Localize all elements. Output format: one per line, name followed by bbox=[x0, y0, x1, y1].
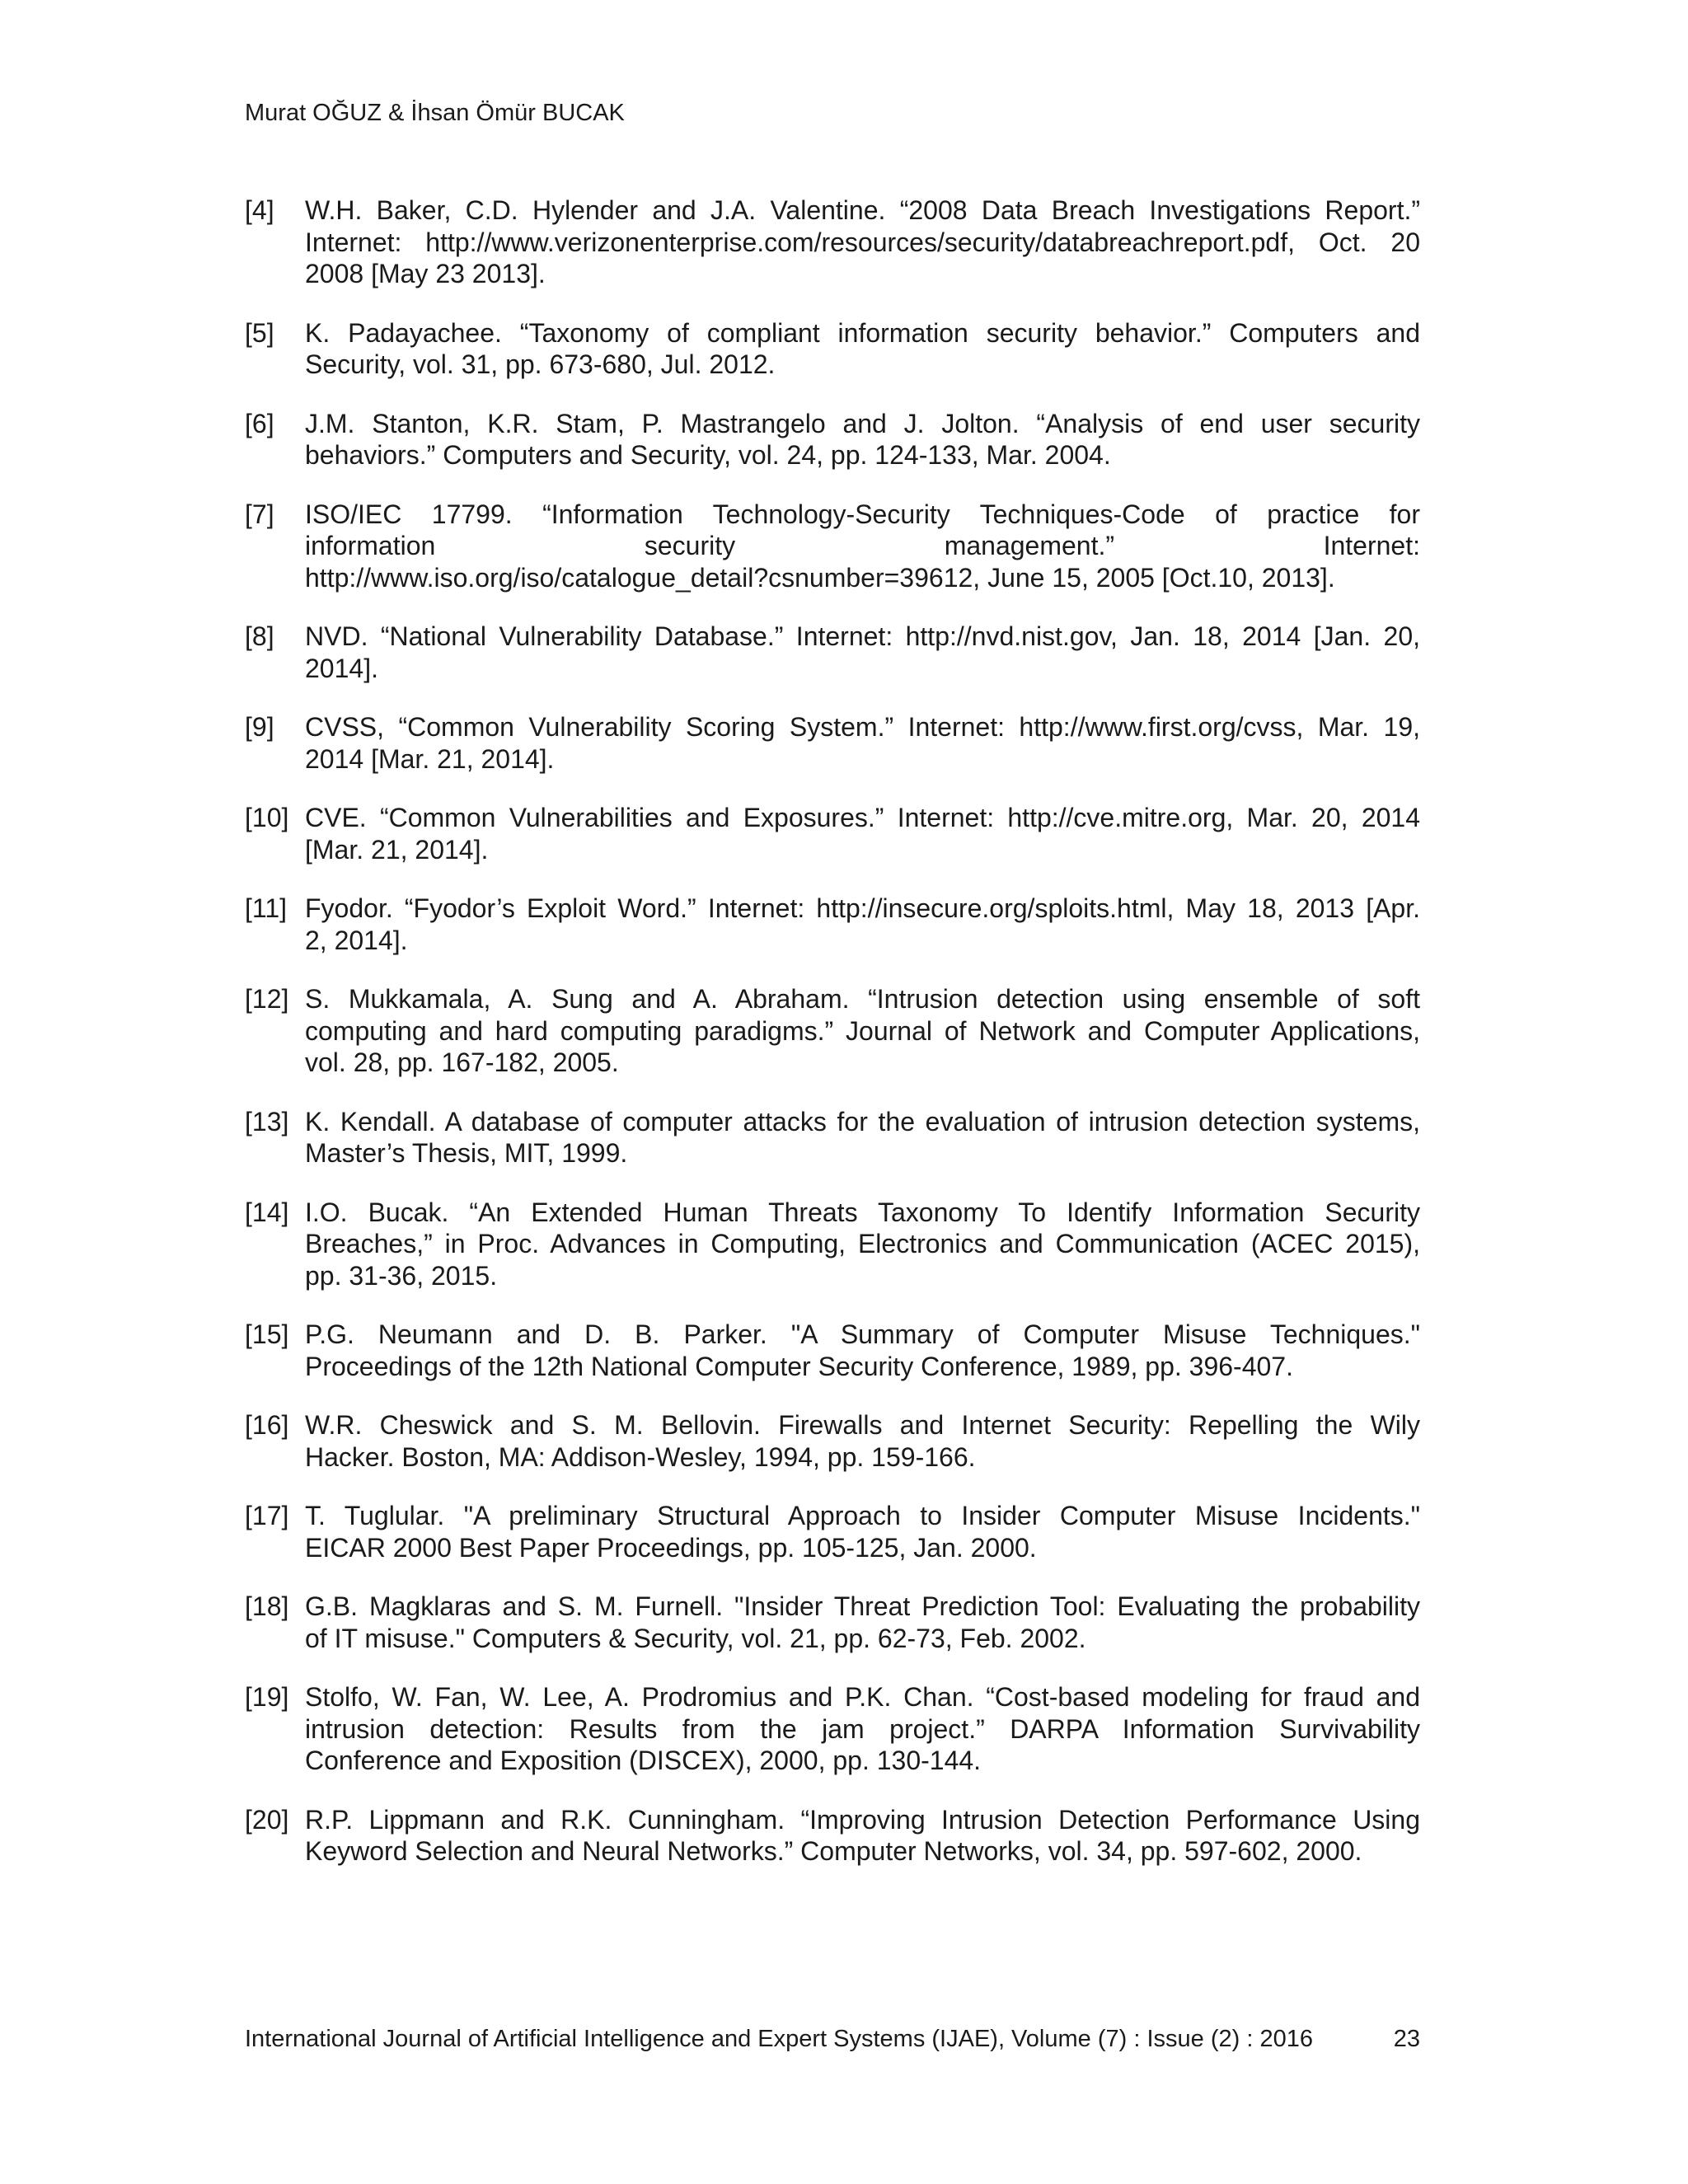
reference-item bbox=[245, 499, 1420, 594]
reference-number: [9] bbox=[245, 712, 274, 742]
reference-line: Master’s Thesis, MIT, 1999. bbox=[305, 1138, 628, 1168]
reference-line: CVE. “Common Vulnerabilities and Exposures.” Internet: http://cve.mitre.org, Mar. 20, 2014 bbox=[305, 803, 1420, 832]
reference-number: [16] bbox=[245, 1410, 289, 1440]
reference-item bbox=[245, 194, 1420, 290]
reference-line: Keyword Selection and Neural Networks.” Computer Networks, vol. 34, pp. 597-602, 2000. bbox=[305, 1836, 1362, 1866]
reference-number: [10] bbox=[245, 803, 289, 832]
reference-number: [4] bbox=[245, 195, 274, 225]
reference-item bbox=[245, 802, 1420, 865]
reference-item bbox=[245, 1409, 1420, 1473]
reference-number: [14] bbox=[245, 1197, 289, 1227]
reference-line: 2008 [May 23 2013]. bbox=[305, 259, 546, 288]
footer-journal-citation: International Journal of Artificial Intelligence and Expert Systems (IJAE), Volume (7) : Issue (2) : 2016 bbox=[245, 2026, 1313, 2052]
reference-item bbox=[245, 317, 1420, 381]
reference-line: [Mar. 21, 2014]. bbox=[305, 834, 489, 865]
reference-item bbox=[245, 1106, 1420, 1169]
reference-line: Security, vol. 31, pp. 673-680, Jul. 2012. bbox=[305, 349, 776, 379]
reference-number: [12] bbox=[245, 984, 289, 1014]
reference-item bbox=[245, 621, 1420, 684]
reference-line: J.M. Stanton, K.R. Stam, P. Mastrangelo and J. Jolton. “Analysis of end user security bbox=[305, 408, 1420, 438]
reference-line: T. Tuglular. "A preliminary Structural Approach to Insider Computer Misuse Incidents." bbox=[305, 1501, 1420, 1530]
reference-line: G.B. Magklaras and S. M. Furnell. "Insider Threat Prediction Tool: Evaluating the probability bbox=[305, 1591, 1420, 1621]
reference-line: Hacker. Boston, MA: Addison-Wesley, 1994, pp. 159-166. bbox=[305, 1441, 976, 1472]
running-header-authors: Murat OĞUZ & İhsan Ömür BUCAK bbox=[245, 100, 625, 126]
reference-number: [15] bbox=[245, 1319, 289, 1349]
reference-line: Stolfo, W. Fan, W. Lee, A. Prodromius and P.K. Chan. “Cost-based modeling for fraud and bbox=[305, 1682, 1420, 1712]
reference-item bbox=[245, 408, 1420, 471]
reference-line: Fyodor. “Fyodor’s Exploit Word.” Internet: http://insecure.org/sploits.html, May 18, 2013 [Apr. bbox=[305, 893, 1420, 923]
reference-item bbox=[245, 1591, 1420, 1654]
reference-number: [13] bbox=[245, 1106, 289, 1137]
reference-line: Breaches,” in Proc. Advances in Computing, Electronics and Communication (ACEC 2015), bbox=[305, 1229, 1420, 1258]
reference-item bbox=[245, 893, 1420, 956]
reference-item bbox=[245, 1319, 1420, 1382]
reference-line: Internet: http://www.verizonenterprise.com/resources/security/databreachreport.pdf, Oct. 20 bbox=[305, 227, 1420, 257]
reference-list bbox=[245, 194, 1420, 1895]
reference-number: [17] bbox=[245, 1501, 289, 1530]
reference-line: 2, 2014]. bbox=[305, 925, 408, 955]
reference-line: Proceedings of the 12th National Computer Security Conference, 1989, pp. 396-407. bbox=[305, 1351, 1293, 1381]
reference-line: R.P. Lippmann and R.K. Cunningham. “Improving Intrusion Detection Performance Using bbox=[305, 1804, 1420, 1835]
reference-item bbox=[245, 1500, 1420, 1563]
reference-number: [8] bbox=[245, 621, 274, 651]
reference-item bbox=[245, 1804, 1420, 1868]
reference-line: K. Padayachee. “Taxonomy of compliant information security behavior.” Computers and bbox=[305, 317, 1420, 348]
reference-line: EICAR 2000 Best Paper Proceedings, pp. 105-125, Jan. 2000. bbox=[305, 1532, 1037, 1563]
reference-number: [20] bbox=[245, 1804, 289, 1835]
reference-number: [18] bbox=[245, 1591, 289, 1621]
reference-line: ISO/IEC 17799. “Information Technology-Security Techniques-Code of practice for bbox=[305, 499, 1420, 529]
reference-line: P.G. Neumann and D. B. Parker. "A Summary of Computer Misuse Techniques." bbox=[305, 1319, 1420, 1349]
reference-line: vol. 28, pp. 167-182, 2005. bbox=[305, 1047, 619, 1077]
reference-line: information security management.” Internet: bbox=[305, 531, 1420, 560]
reference-line: CVSS, “Common Vulnerability Scoring System.” Internet: http://www.first.org/cvss, Mar. 19, bbox=[305, 712, 1420, 742]
reference-line: W.H. Baker, C.D. Hylender and J.A. Valentine. “2008 Data Breach Investigations Report.” bbox=[305, 195, 1420, 225]
reference-line: Conference and Exposition (DISCEX), 2000, pp. 130-144. bbox=[305, 1746, 982, 1775]
reference-line: 2014]. bbox=[305, 653, 378, 683]
reference-line: S. Mukkamala, A. Sung and A. Abraham. “Intrusion detection using ensemble of soft bbox=[305, 984, 1420, 1014]
reference-line: I.O. Bucak. “An Extended Human Threats Taxonomy To Identify Information Security bbox=[305, 1197, 1420, 1227]
reference-item bbox=[245, 711, 1420, 775]
reference-number: [5] bbox=[245, 317, 274, 348]
reference-line: W.R. Cheswick and S. M. Bellovin. Firewalls and Internet Security: Repelling the Wily bbox=[305, 1410, 1420, 1440]
reference-line: intrusion detection: Results from the jam project.” DARPA Information Survivability bbox=[305, 1713, 1420, 1744]
reference-line: computing and hard computing paradigms.” Journal of Network and Computer Applications, bbox=[305, 1015, 1420, 1046]
reference-item bbox=[245, 1681, 1420, 1777]
reference-line: behaviors.” Computers and Security, vol. 24, pp. 124-133, Mar. 2004. bbox=[305, 440, 1111, 470]
reference-line: NVD. “National Vulnerability Database.” Internet: http://nvd.nist.gov, Jan. 18, 2014 [Jan. 20, bbox=[305, 621, 1420, 651]
reference-line: http://www.iso.org/iso/catalogue_detail?csnumber=39612, June 15, 2005 [Oct.10, 2013]. bbox=[305, 562, 1335, 593]
reference-number: [6] bbox=[245, 408, 274, 438]
reference-number: [7] bbox=[245, 499, 274, 529]
page-number: 23 bbox=[1393, 2026, 1420, 2052]
reference-line: of IT misuse." Computers & Security, vol. 21, pp. 62-73, Feb. 2002. bbox=[305, 1623, 1086, 1653]
reference-item bbox=[245, 983, 1420, 1079]
reference-line: pp. 31-36, 2015. bbox=[305, 1260, 498, 1291]
reference-number: [19] bbox=[245, 1682, 289, 1712]
reference-item bbox=[245, 1197, 1420, 1292]
reference-number: [11] bbox=[245, 893, 287, 923]
reference-line: 2014 [Mar. 21, 2014]. bbox=[305, 743, 555, 774]
reference-line: K. Kendall. A database of computer attacks for the evaluation of intrusion detection systems, bbox=[305, 1106, 1420, 1137]
